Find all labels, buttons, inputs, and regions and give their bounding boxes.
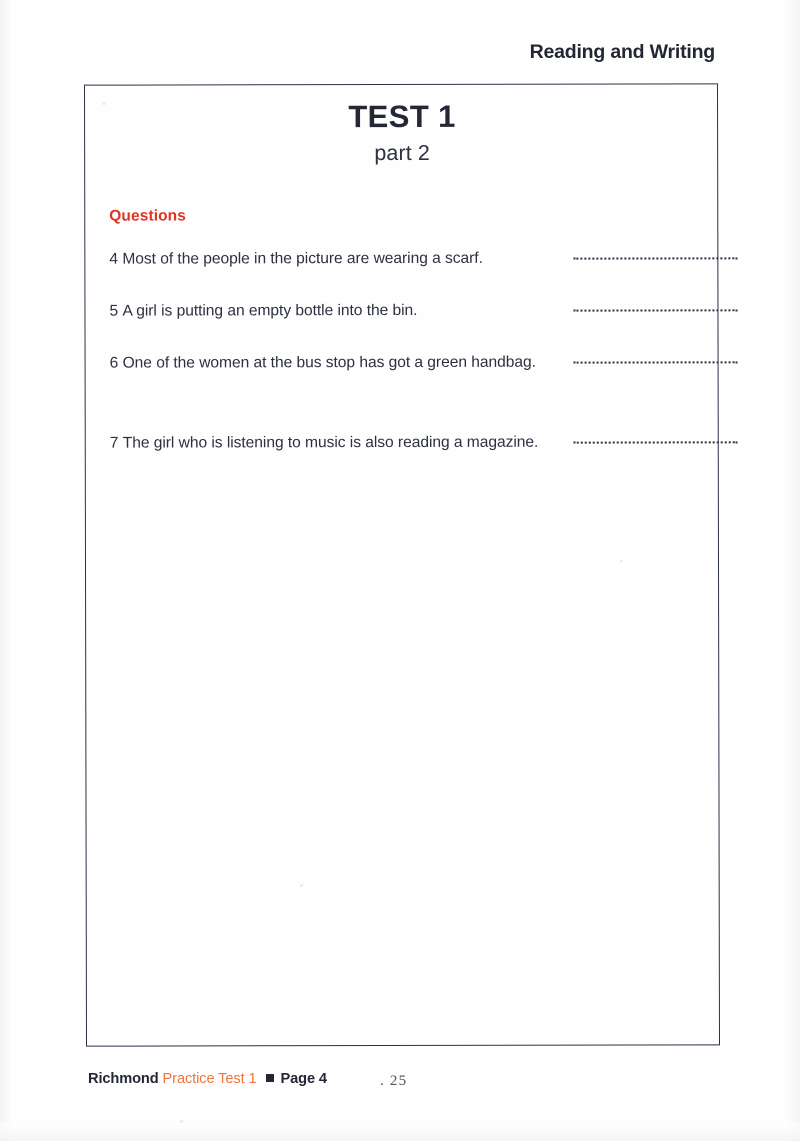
question-text: The girl who is listening to music is also reading a magazine. [122, 433, 539, 452]
question-text: One of the women at the bus stop has got a green handbag. [122, 353, 536, 372]
running-header-title: Reading and Writing [529, 41, 715, 63]
page-title: TEST 1 [348, 98, 456, 135]
question-number: 5 [109, 302, 119, 320]
scan-edge-right [784, 0, 800, 1141]
footer-page-label: Page 4 [280, 1071, 327, 1087]
page-footer [88, 1068, 738, 1092]
scan-edge-left [0, 0, 14, 1141]
test-content-frame [84, 83, 720, 1046]
question-item [110, 348, 710, 429]
answer-line-input[interactable] [573, 305, 737, 311]
test-part-subtitle: part 2 [374, 140, 430, 166]
question-number: 6 [109, 354, 119, 372]
questions-list [109, 244, 710, 509]
footer-practice-test-label: Practice Test 1 [162, 1071, 257, 1087]
question-number: 4 [109, 250, 119, 268]
question-item [110, 428, 710, 509]
footer-page-number: . 25 [380, 1073, 408, 1089]
answer-line-input[interactable] [574, 357, 738, 363]
question-item [109, 296, 709, 349]
scan-edge-bottom [0, 1123, 800, 1141]
questions-heading: Questions [109, 207, 186, 225]
answer-line-input[interactable] [574, 437, 738, 443]
answer-line-input[interactable] [573, 253, 737, 259]
question-item [109, 244, 709, 297]
question-text: A girl is putting an empty bottle into the bin. [122, 301, 418, 320]
scan-speck [180, 1120, 183, 1123]
question-number: 7 [109, 434, 119, 452]
footer-brand: Richmond [88, 1071, 159, 1087]
square-bullet-icon [266, 1074, 274, 1082]
question-text: Most of the people in the picture are wearing a scarf. [122, 249, 483, 268]
